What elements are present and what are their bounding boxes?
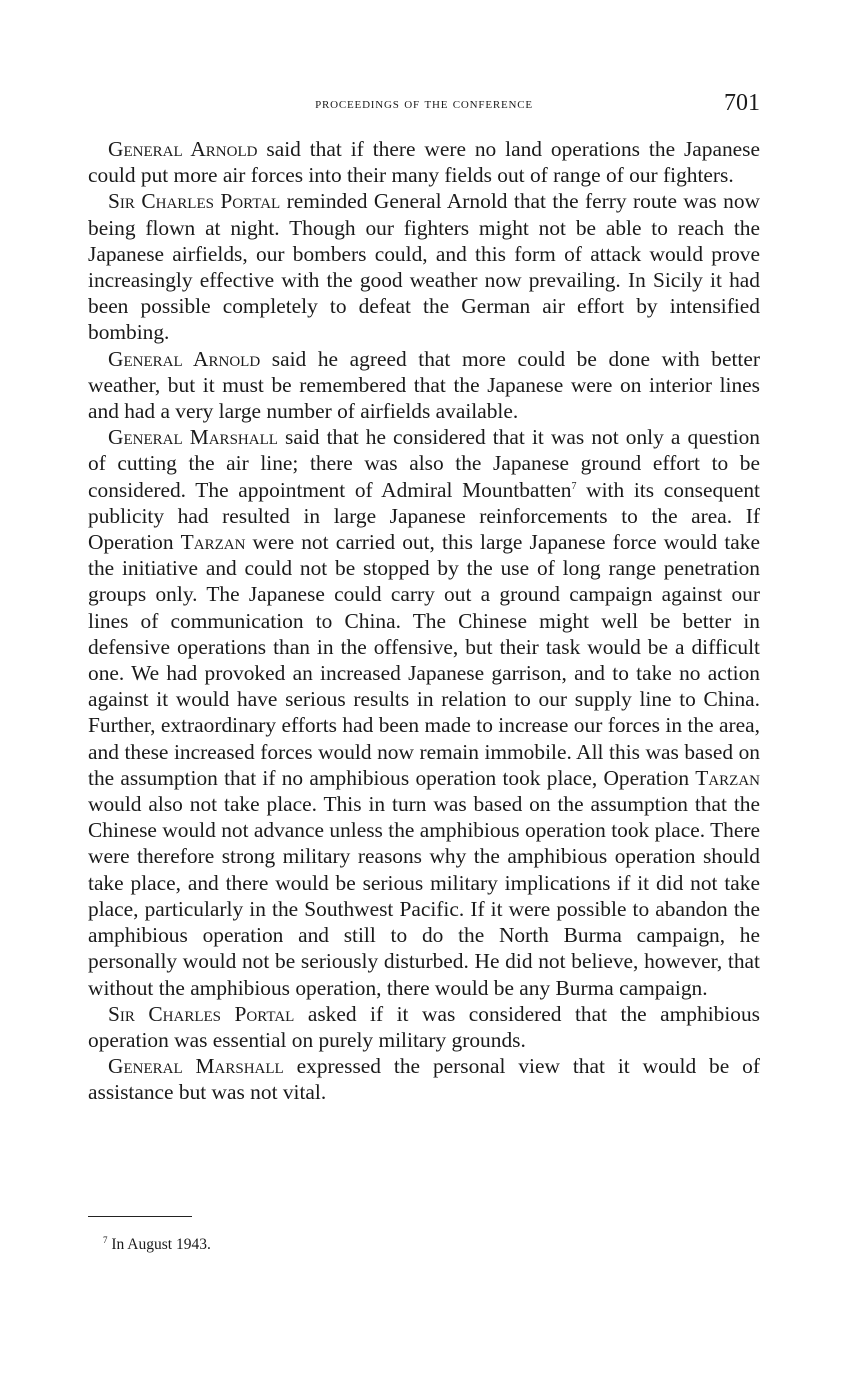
- paragraph: [88, 346, 760, 425]
- paragraph-text: asked if it was considered that the amphibious operation was essential on purely military grounds.: [88, 1001, 760, 1052]
- speaker-name: General Marshall: [108, 425, 278, 450]
- speaker-name: General Arnold: [108, 346, 261, 371]
- body-text: [88, 136, 760, 1106]
- paragraph: [88, 136, 760, 188]
- paragraph: [88, 1001, 760, 1053]
- footnote-marker: 7: [103, 1235, 108, 1245]
- paragraph-text: with its consequent publicity had resulted in large Japanese reinforcements to the area. If Operation: [88, 477, 760, 555]
- page-header: [88, 92, 760, 122]
- paragraph-text: would also not take place. This in turn was based on the assumption that the Chinese would not advance unless the amphibious operation took place. There were therefore strong military reasons why the amphibious operation should take place, and there would be serious military implications if it did not take place, particularly in the Southwest Pacific. If it were possible to abandon the amphibious operation and still to do the North Burma campaign, he personally would not be seriously disturbed. He did not believe, however, that without the amphibious operation, there would be any Burma campaign.: [88, 792, 760, 1000]
- paragraph: [88, 188, 760, 345]
- page-number: 701: [724, 90, 760, 116]
- footnote-text: In August 1943.: [107, 1236, 211, 1253]
- speaker-name: Sir Charles Portal: [108, 1001, 295, 1026]
- operation-name: Tarzan: [180, 530, 246, 555]
- footnote-divider: [88, 1216, 192, 1217]
- paragraph-text: reminded General Arnold that the ferry route was now being flown at night. Though our fighters might not be able to reach the Japanese airfields, our bombers could, and this form of attack would prove increasingly effective with the good weather now prevailing. In Sicily it had been possible completely to defeat the German air effort by intensified bombing.: [88, 189, 760, 345]
- paragraph-text: said that if there were no land operations the Japanese could put more air forces into their many fields out of range of our fighters.: [88, 137, 760, 188]
- paragraph-text: were not carried out, this large Japanese force would take the initiative and could not be stopped by the use of long range penetration groups only. The Japanese could carry out a ground campaign against our lines of communication to China. The Chinese might well be better in defensive operations than in the offensive, but their task would be a difficult one. We had provoked an increased Japanese garrison, and to take no action against it would have serious results in relation to our supply line to China. Further, extraordinary efforts had been made to increase our forces in the area, and these increased forces would now remain immobile. All this was based on the assumption that if no amphibious operation took place, Operation: [88, 530, 760, 790]
- paragraph-text: said he agreed that more could be done with better weather, but it must be remembered that the Japanese were on interior lines and had a very large number of airfields available.: [88, 346, 760, 424]
- speaker-name: General Arnold: [108, 137, 258, 161]
- paragraph: [88, 1053, 760, 1105]
- operation-name: Tarzan: [695, 765, 760, 790]
- footnote: [103, 1236, 211, 1254]
- running-head: proceedings of the conference: [315, 96, 533, 112]
- speaker-name: Sir Charles Portal: [108, 189, 281, 214]
- footnote-reference: 7: [571, 480, 577, 492]
- speaker-name: General Marshall: [108, 1054, 284, 1079]
- paragraph-text: expressed the personal view that it would be of assistance but was not vital.: [88, 1054, 760, 1105]
- paragraph: [88, 424, 760, 1000]
- paragraph-text: said that he considered that it was not only a question of cutting the air line; there was also the Japanese ground effort to be considered. The appointment of Admiral Mountbatten: [88, 425, 760, 502]
